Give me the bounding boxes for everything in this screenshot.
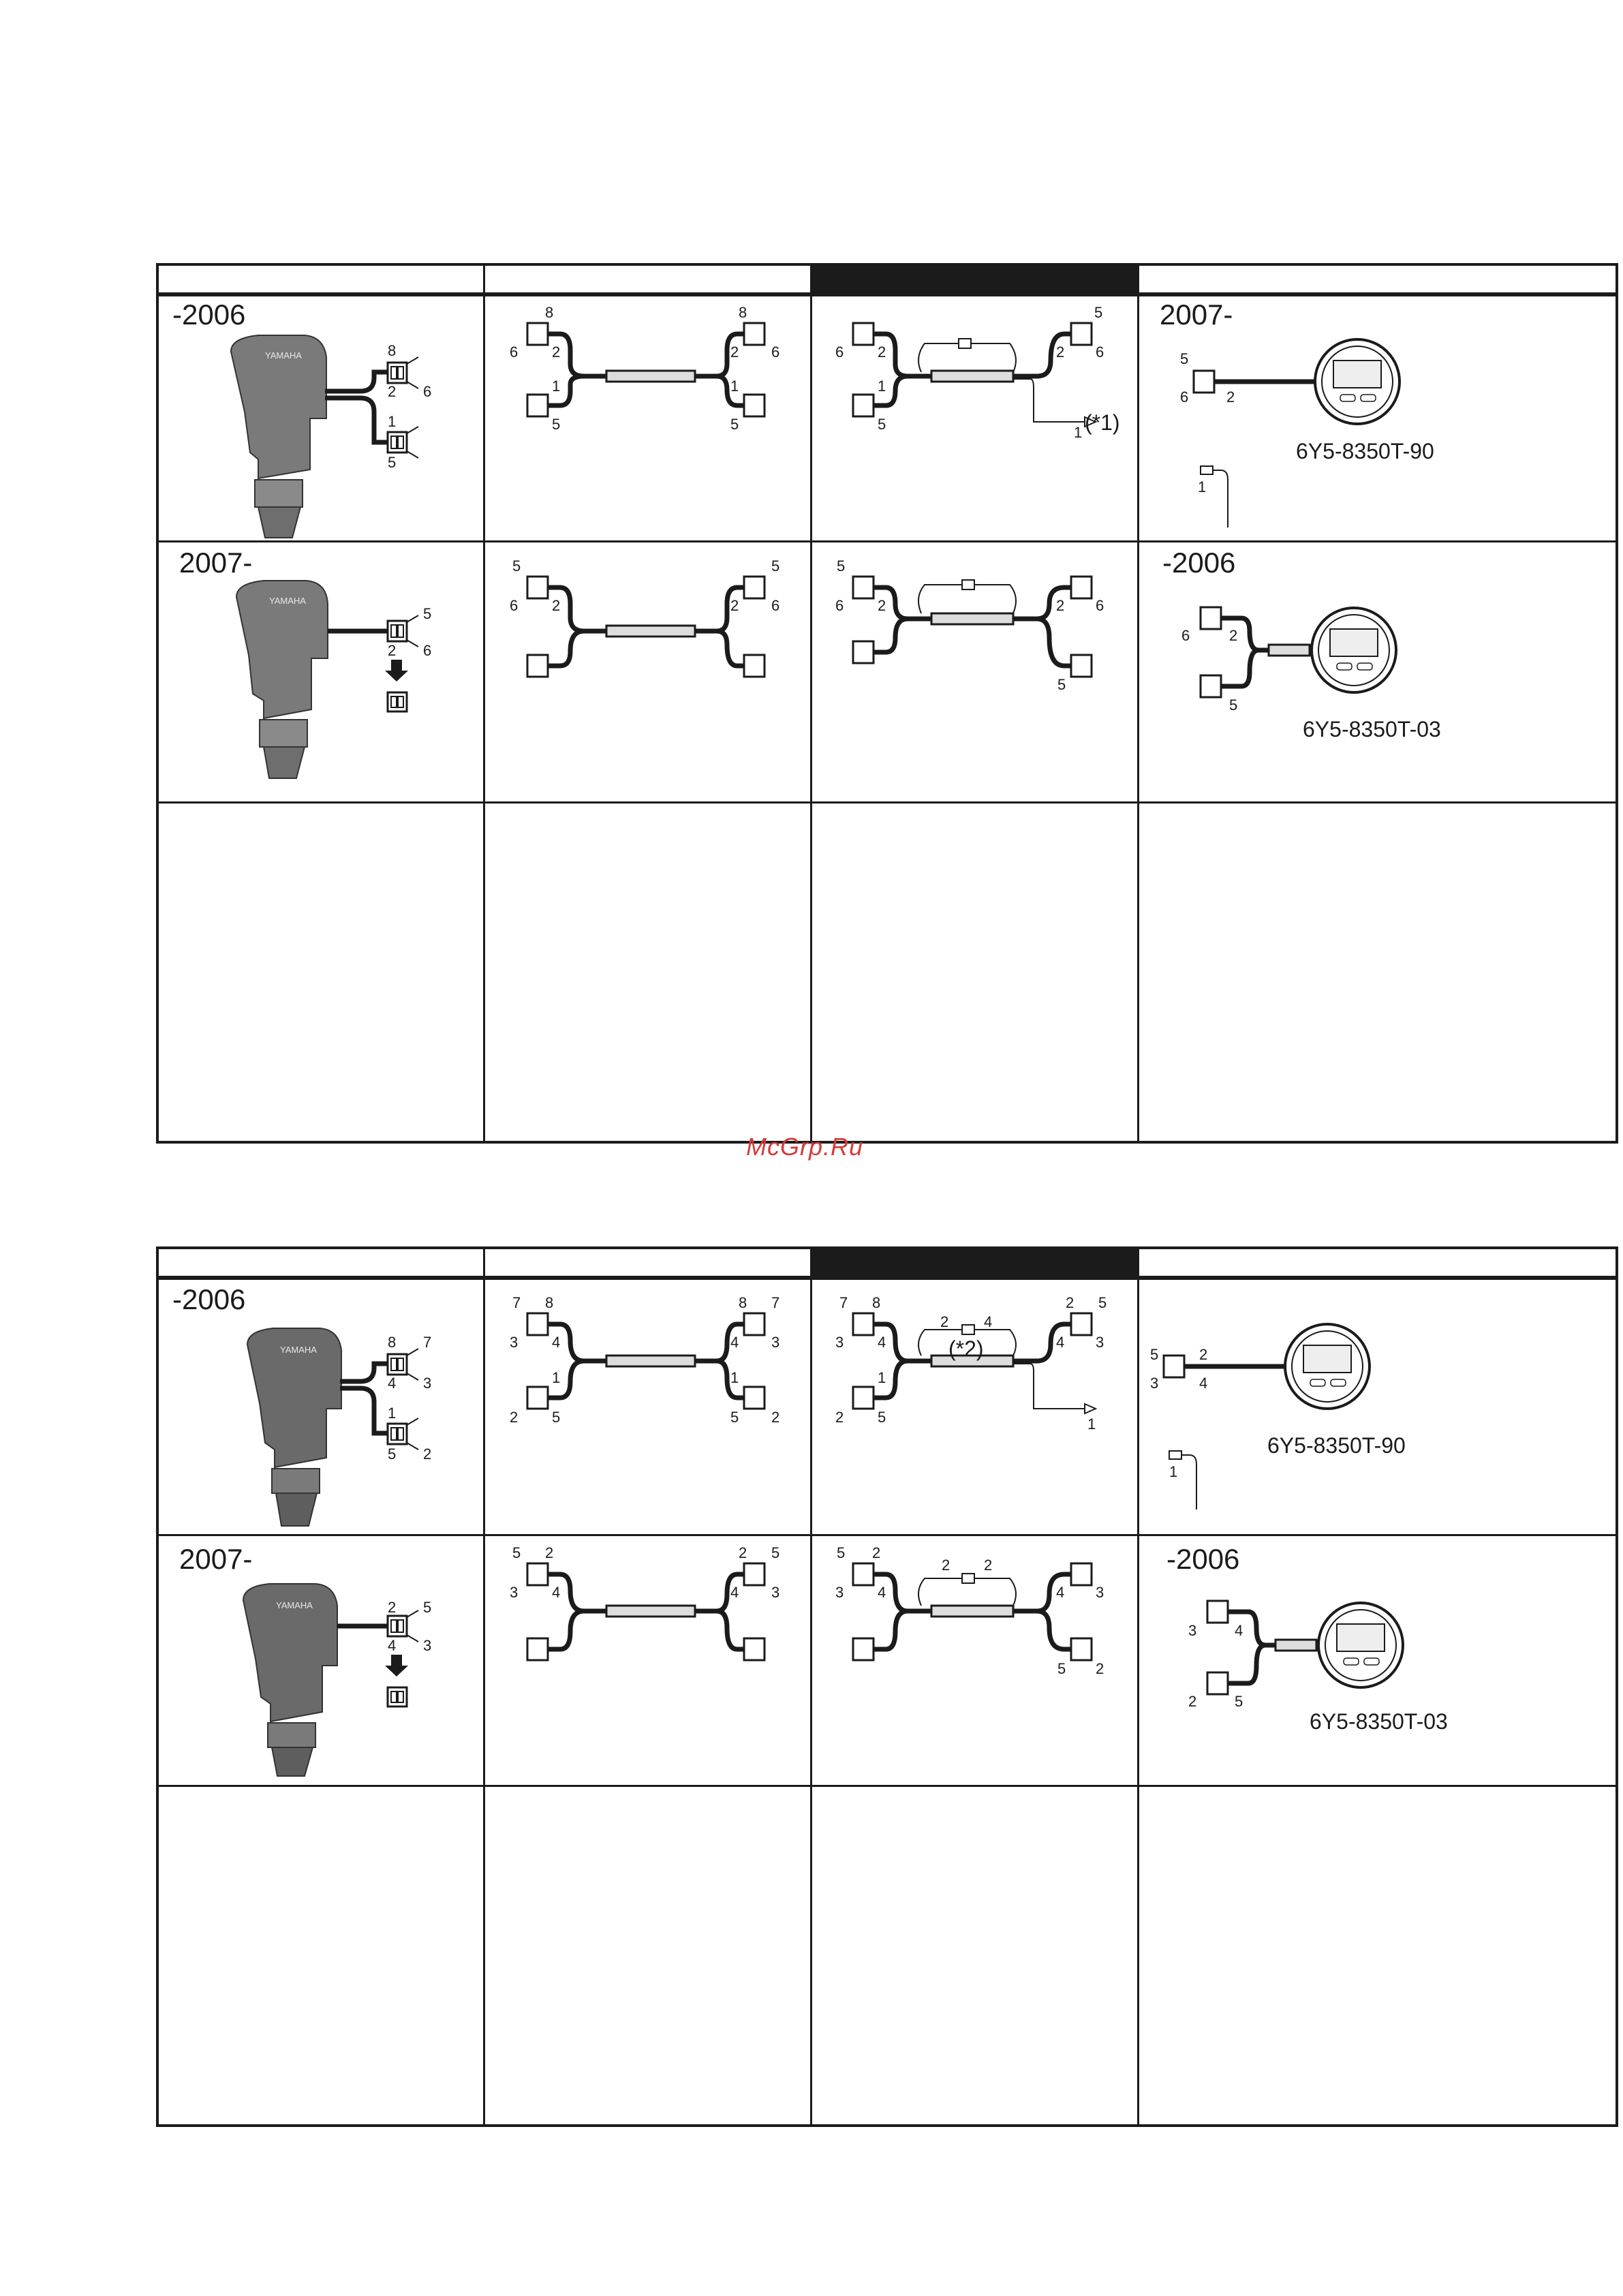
pin-label: 5 [1098,1294,1107,1311]
pin-label: 2 [388,1599,397,1616]
adapter-diagram [812,542,1137,800]
gauge-year-label: -2006 [1162,547,1236,579]
engine-cell-row1 [156,1279,483,1533]
pin-label: 5 [878,1409,886,1426]
pin-label: 1 [388,1405,397,1422]
harness-diagram [485,296,809,540]
pin-label: 6 [835,597,844,614]
pin-label: 1 [1198,478,1207,495]
engine-cell-row2 [156,542,483,800]
wiring-table-2 [156,1246,1618,2127]
header-cell-gauge [1137,263,1618,294]
pin-label: 5 [1229,697,1238,714]
outboard-engine-icon [156,542,483,800]
pin-label: 3 [835,1584,844,1601]
pin-label: 8 [872,1294,881,1311]
pin-label: 2 [423,1445,432,1463]
harness-cell-row1 [485,1279,809,1533]
adapter-cell-row2 [812,1536,1137,1784]
tachometer-gauge-icon [1139,1536,1616,1784]
pin-label: 2 [942,1557,950,1574]
part-number: 6Y5-8350T-90 [1267,1433,1406,1458]
gauge-year-label: 2007- [1160,299,1233,331]
pin-label: 2 [545,1544,554,1561]
engine-year-label: 2007- [179,1543,253,1575]
pin-label: 4 [1056,1334,1065,1351]
pin-label: 1 [878,378,886,395]
pin-label: 8 [739,1294,747,1311]
svg-text:YAMAHA: YAMAHA [280,1345,317,1355]
pin-label: 4 [730,1584,739,1601]
pin-label: 2 [1066,1294,1075,1311]
pin-label: 5 [512,1544,521,1561]
engine-cell-row2 [156,1536,483,1784]
pin-label: 2 [1056,343,1065,361]
adapter-diagram [812,1536,1137,1784]
pin-label: 2 [730,597,739,614]
pin-label: 4 [552,1334,561,1351]
pin-label: 3 [423,1637,432,1654]
pin-label: 1 [552,378,561,395]
pin-label: 2 [388,383,397,400]
svg-text:YAMAHA: YAMAHA [269,596,306,606]
pin-label: 1 [730,378,739,395]
harness-cell-row2 [485,1536,809,1784]
header-cell-engine [156,1246,483,1278]
harness-cell-row2 [485,542,809,800]
pin-label: 7 [771,1294,780,1311]
header-cell-harness [483,263,810,294]
pin-label: 4 [552,1584,561,1601]
pin-label: 2 [1226,388,1235,405]
pin-label: 2 [510,1409,519,1426]
gauge-cell-row1 [1139,1279,1616,1533]
pin-label: 6 [771,343,780,361]
pin-label: 2 [878,343,886,361]
pin-label: 2 [835,1409,844,1426]
pin-label: 2 [552,343,561,361]
pin-label: 6 [1096,597,1104,614]
outboard-engine-icon [156,1536,483,1784]
pin-label: 2 [552,597,561,614]
pin-label: 8 [388,1334,397,1351]
header-cell-harness [483,1246,810,1278]
pin-label: 3 [771,1334,780,1351]
pin-label: 4 [1235,1622,1243,1639]
pin-label: 2 [872,1544,881,1561]
adapter-cell-row1 [812,1279,1137,1533]
header-cell-engine [156,263,483,294]
pin-label: 4 [984,1313,993,1330]
pin-label: 6 [1096,343,1104,361]
pin-label: 8 [739,304,747,321]
pin-label: 6 [1181,627,1190,644]
pin-label: 5 [1094,304,1103,321]
pin-label: 7 [512,1294,521,1311]
pin-label: 4 [1199,1375,1208,1392]
pin-label: 5 [1057,1660,1066,1677]
pin-label: 4 [1056,1584,1065,1601]
pin-label: 2 [940,1313,949,1330]
pin-label: 5 [552,416,561,433]
wiring-table-1 [156,263,1618,1144]
pin-label: 2 [388,642,397,659]
pin-label: 2 [1096,1660,1104,1677]
pin-label: 5 [1235,1693,1243,1710]
pin-label: 3 [1096,1584,1104,1601]
pin-label: 5 [388,1445,397,1463]
pin-label: 5 [1150,1346,1159,1363]
harness-cell-row1 [485,296,809,540]
adapter-cell-row2 [812,542,1137,800]
engine-year-label: -2006 [172,299,246,331]
pin-label: 2 [984,1557,993,1574]
pin-label: 4 [388,1637,397,1654]
pin-label: 4 [878,1334,886,1351]
part-number: 6Y5-8350T-03 [1310,1709,1448,1734]
tachometer-gauge-icon [1139,542,1616,800]
pin-label: 5 [1180,350,1189,367]
tachometer-gauge-icon [1139,1279,1616,1533]
pin-label: 3 [835,1334,844,1351]
watermark-text: McGrp.Ru [746,1133,864,1161]
pin-label: 2 [1199,1346,1208,1363]
pin-label: 5 [837,1544,846,1561]
pin-label: 5 [730,416,739,433]
pin-label: 4 [878,1584,886,1601]
pin-label: 8 [545,1294,554,1311]
pin-label: 5 [837,557,846,575]
pin-label: 2 [771,1409,780,1426]
row-divider [156,801,1618,803]
pin-label: 6 [423,383,432,400]
pin-label: 5 [423,1599,432,1616]
pin-label: 5 [771,557,780,575]
harness-diagram [485,1279,809,1533]
pin-label: 3 [423,1375,432,1392]
pin-label: 6 [510,343,519,361]
pin-label: 1 [552,1369,561,1386]
pin-label: 6 [835,343,844,361]
gauge-cell-row2 [1139,542,1616,800]
pin-label: 2 [730,343,739,361]
part-number: 6Y5-8350T-90 [1296,439,1434,463]
footnote-ref: (*1) [1085,410,1120,435]
pin-label: 5 [730,1409,739,1426]
pin-label: 8 [388,342,397,359]
tachometer-gauge-icon [1139,296,1616,540]
gauge-cell-row1 [1139,296,1616,540]
pin-label: 8 [545,304,554,321]
adapter-diagram [812,1279,1137,1533]
pin-label: 7 [839,1294,848,1311]
pin-label: 5 [512,557,521,575]
pin-label: 3 [1150,1375,1159,1392]
svg-text:YAMAHA: YAMAHA [265,350,302,361]
pin-label: 6 [510,597,519,614]
pin-label: 4 [730,1334,739,1351]
harness-diagram [485,1536,809,1784]
pin-label: 1 [1074,424,1083,441]
pin-label: 4 [388,1375,397,1392]
pin-label: 5 [552,1409,561,1426]
gauge-cell-row2 [1139,1536,1616,1784]
outboard-engine-icon [156,1279,483,1533]
pin-label: 5 [878,416,886,433]
gauge-year-label: -2006 [1166,1543,1240,1575]
pin-label: 3 [510,1584,519,1601]
adapter-cell-row1 [812,296,1137,540]
pin-label: 5 [771,1544,780,1561]
outboard-engine-icon [156,296,483,540]
pin-label: 6 [1180,388,1189,405]
footnote-ref: (*2) [948,1336,984,1361]
pin-label: 2 [739,1544,747,1561]
pin-label: 3 [771,1584,780,1601]
pin-label: 2 [878,597,886,614]
pin-label: 1 [730,1369,739,1386]
pin-label: 5 [423,605,432,622]
pin-label: 2 [1056,597,1065,614]
header-cell-adapter [810,263,1137,294]
row-divider [156,1785,1618,1787]
pin-label: 3 [1188,1622,1197,1639]
header-cell-adapter [810,1246,1137,1278]
pin-label: 2 [1188,1693,1197,1710]
pin-label: 3 [510,1334,519,1351]
svg-text:YAMAHA: YAMAHA [276,1600,313,1610]
pin-label: 1 [1169,1463,1178,1480]
pin-label: 5 [388,454,397,471]
pin-label: 1 [878,1369,886,1386]
pin-label: 6 [423,642,432,659]
engine-year-label: 2007- [179,547,253,579]
pin-label: 5 [1057,676,1066,693]
header-cell-gauge [1137,1246,1618,1278]
pin-label: 1 [388,413,397,430]
pin-label: 3 [1096,1334,1104,1351]
pin-label: 2 [1229,627,1238,644]
engine-year-label: -2006 [172,1283,246,1315]
part-number: 6Y5-8350T-03 [1303,717,1441,741]
pin-label: 6 [771,597,780,614]
pin-label: 7 [423,1334,432,1351]
harness-diagram [485,542,809,800]
engine-cell-row1 [156,296,483,540]
pin-label: 1 [1087,1415,1096,1433]
